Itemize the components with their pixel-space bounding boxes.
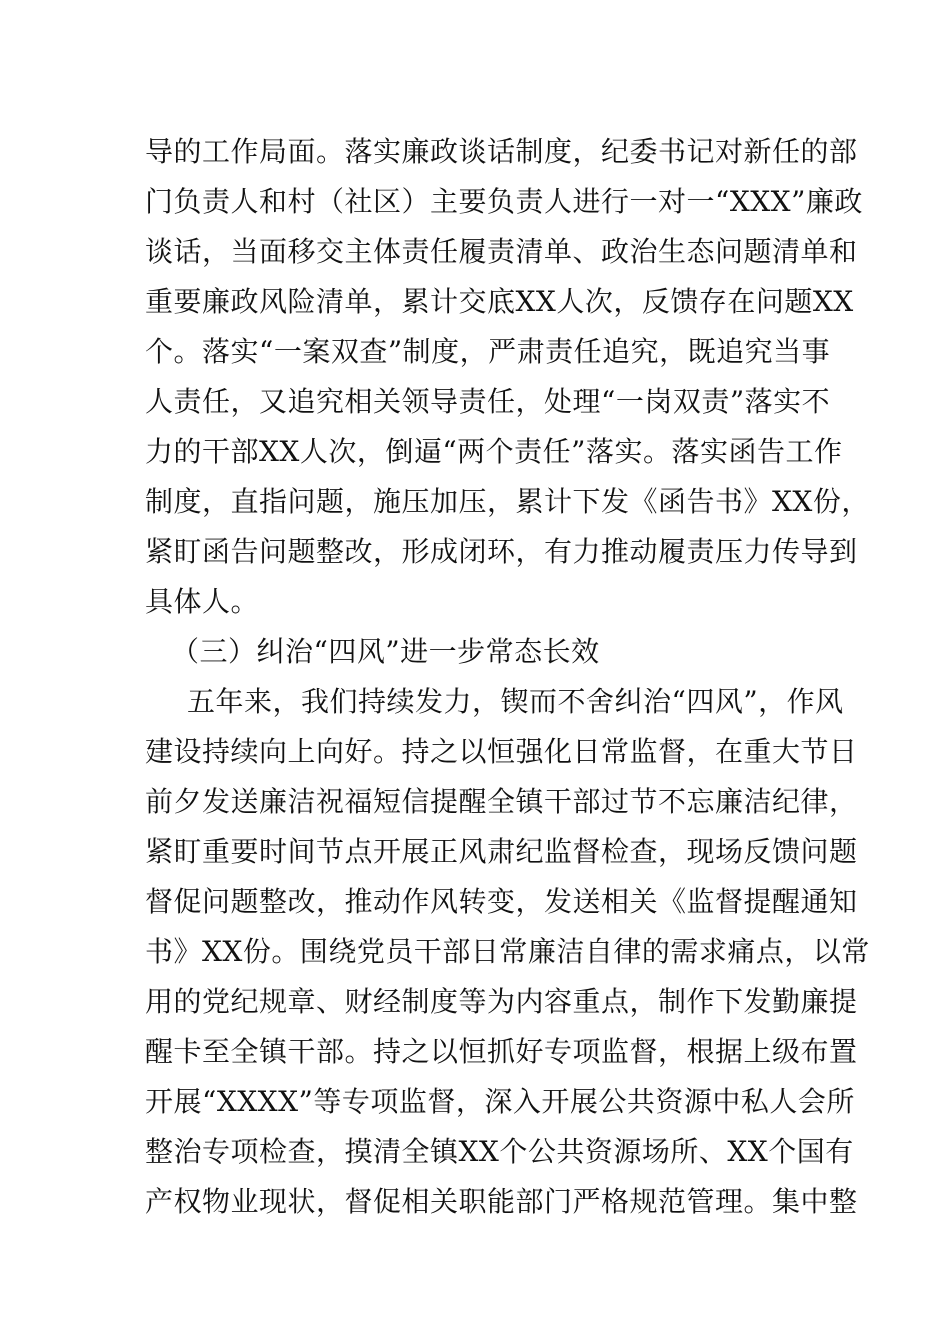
paragraph-2 — [145, 677, 870, 1227]
paragraph-line: 具体人。 — [145, 585, 260, 618]
paragraph-line: 产权物业现状，督促相关职能部门严格规范管理。集中整 — [145, 1185, 858, 1218]
paragraph-line: 书》XX份。围绕党员干部日常廉洁自律的需求痛点，以常 — [145, 935, 870, 968]
paragraph-line: 制度，直指问题，施压加压，累计下发《函告书》XX份， — [145, 485, 870, 518]
paragraph-line: 谈话，当面移交主体责任履责清单、政治生态问题清单和 — [145, 235, 858, 268]
paragraph-line: 五年来，我们持续发力，锲而不舍纠治“四风”，作风 — [187, 685, 844, 718]
paragraph-line: 整治专项检查，摸清全镇XX个公共资源场所、XX个国有 — [145, 1135, 854, 1168]
paragraph-line: 前夕发送廉洁祝福短信提醒全镇干部过节不忘廉洁纪律， — [145, 785, 858, 818]
paragraph-line: 建设持续向上向好。持之以恒强化日常监督，在重大节日 — [145, 735, 858, 768]
paragraph-line: 紧盯重要时间节点开展正风肃纪监督检查，现场反馈问题 — [145, 835, 858, 868]
paragraph-line: 督促问题整改，推动作风转变，发送相关《监督提醒通知 — [145, 885, 858, 918]
paragraph-line: 人责任，又追究相关领导责任，处理“一岗双责”落实不 — [145, 385, 831, 418]
paragraph-line: 用的党纪规章、财经制度等为内容重点，制作下发勤廉提 — [145, 985, 858, 1018]
paragraph-line: 导的工作局面。落实廉政谈话制度，纪委书记对新任的部 — [145, 135, 858, 168]
paragraph-line: 门负责人和村（社区）主要负责人进行一对一“XXX”廉政 — [145, 185, 863, 218]
paragraph-line: 紧盯函告问题整改，形成闭环，有力推动履责压力传导到 — [145, 535, 858, 568]
paragraph-line: 醒卡至全镇干部。持之以恒抓好专项监督，根据上级布置 — [145, 1035, 858, 1068]
paragraph-line: 个。落实“一案双查”制度，严肃责任追究，既追究当事 — [145, 335, 831, 368]
paragraph-line: 力的干部XX人次，倒逼“两个责任”落实。落实函告工作 — [145, 435, 843, 468]
paragraph-1 — [145, 127, 870, 627]
paragraph-line: 重要廉政风险清单，累计交底XX人次，反馈存在问题XX — [145, 285, 854, 318]
section-heading: （三）纠治“四风”进一步常态长效 — [171, 635, 600, 668]
paragraph-line: 开展“XXXX”等专项监督，深入开展公共资源中私人会所 — [145, 1085, 855, 1118]
document-body — [145, 127, 870, 1227]
